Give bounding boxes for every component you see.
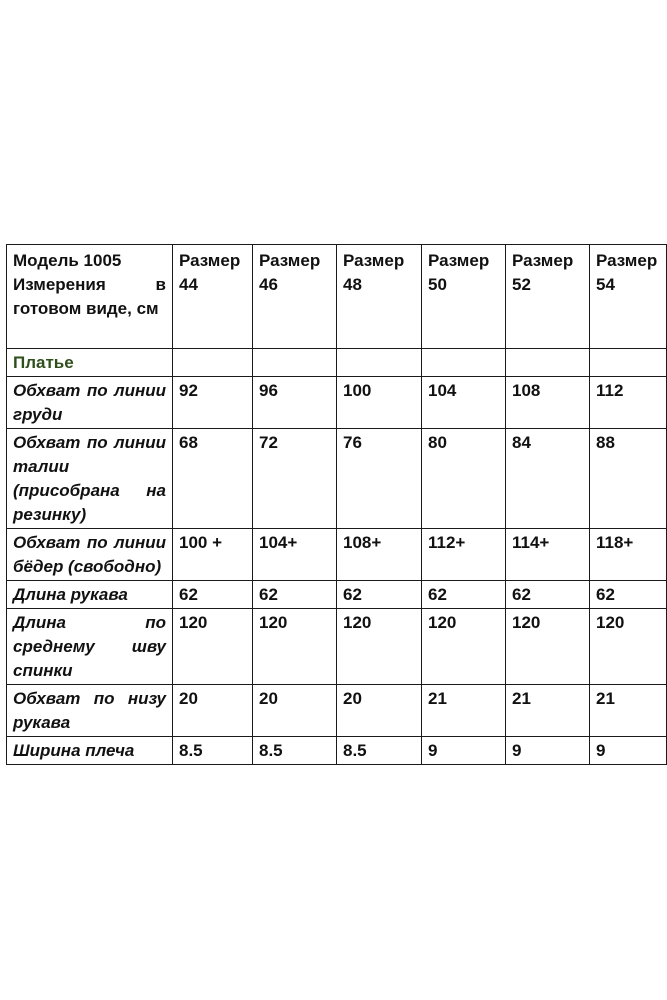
row-value: 120 [506,609,590,685]
model-heading: Модель 1005 Измерения в готовом виде, см [7,245,173,349]
size-word: Размер [259,251,321,270]
row-value: 62 [173,581,253,609]
row-label: Обхват по линии груди [7,377,173,429]
row-value: 62 [506,581,590,609]
row-value: 8.5 [253,737,337,765]
row-value: 96 [253,377,337,429]
row-value: 72 [253,429,337,529]
section-title: Платье [7,349,173,377]
table-row [7,377,667,429]
size-header-46 [253,245,337,349]
row-value: 104+ [253,529,337,581]
size-number: 46 [259,275,278,294]
row-label: Длина по среднему шву спинки [7,609,173,685]
size-word: Размер [596,251,658,270]
row-value: 120 [337,609,422,685]
row-value: 114+ [506,529,590,581]
row-value: 9 [590,737,667,765]
row-value: 112+ [422,529,506,581]
size-word: Размер [428,251,490,270]
row-label: Длина рукава [7,581,173,609]
row-value: 112 [590,377,667,429]
size-word: Размер [512,251,574,270]
empty-cell [590,349,667,377]
table-row [7,429,667,529]
row-value: 76 [337,429,422,529]
row-label: Обхват по низу рукава [7,685,173,737]
row-value: 20 [337,685,422,737]
size-number: 52 [512,275,531,294]
row-value: 68 [173,429,253,529]
size-number: 50 [428,275,447,294]
row-value: 62 [590,581,667,609]
row-label: Обхват по линии бёдер (свободно) [7,529,173,581]
row-value: 9 [422,737,506,765]
empty-cell [422,349,506,377]
row-value: 8.5 [337,737,422,765]
row-value: 21 [590,685,667,737]
row-value: 20 [253,685,337,737]
row-value: 100 [337,377,422,429]
row-value: 120 [173,609,253,685]
row-value: 9 [506,737,590,765]
row-value: 62 [253,581,337,609]
row-value: 100 + [173,529,253,581]
header-row [7,245,667,349]
empty-cell [253,349,337,377]
row-label: Ширина плеча [7,737,173,765]
size-header-54 [590,245,667,349]
row-value: 108 [506,377,590,429]
row-value: 62 [422,581,506,609]
table-row [7,529,667,581]
row-value: 104 [422,377,506,429]
table-row [7,581,667,609]
empty-cell [173,349,253,377]
row-value: 21 [506,685,590,737]
row-value: 84 [506,429,590,529]
size-number: 44 [179,275,198,294]
empty-cell [506,349,590,377]
size-number: 54 [596,275,615,294]
size-header-48 [337,245,422,349]
table-row [7,685,667,737]
row-value: 120 [590,609,667,685]
row-value: 88 [590,429,667,529]
row-value: 108+ [337,529,422,581]
row-value: 8.5 [173,737,253,765]
row-value: 21 [422,685,506,737]
row-value: 120 [422,609,506,685]
size-header-52 [506,245,590,349]
row-value: 120 [253,609,337,685]
row-value: 92 [173,377,253,429]
size-chart-table [6,244,667,765]
row-label: Обхват по линии талии (присобрана на резинку) [7,429,173,529]
size-header-50 [422,245,506,349]
size-number: 48 [343,275,362,294]
row-value: 118+ [590,529,667,581]
section-row [7,349,667,377]
size-word: Размер [343,251,405,270]
row-value: 20 [173,685,253,737]
table-row [7,609,667,685]
table-row [7,737,667,765]
size-header-44 [173,245,253,349]
empty-cell [337,349,422,377]
row-value: 80 [422,429,506,529]
size-word: Размер [179,251,241,270]
row-value: 62 [337,581,422,609]
